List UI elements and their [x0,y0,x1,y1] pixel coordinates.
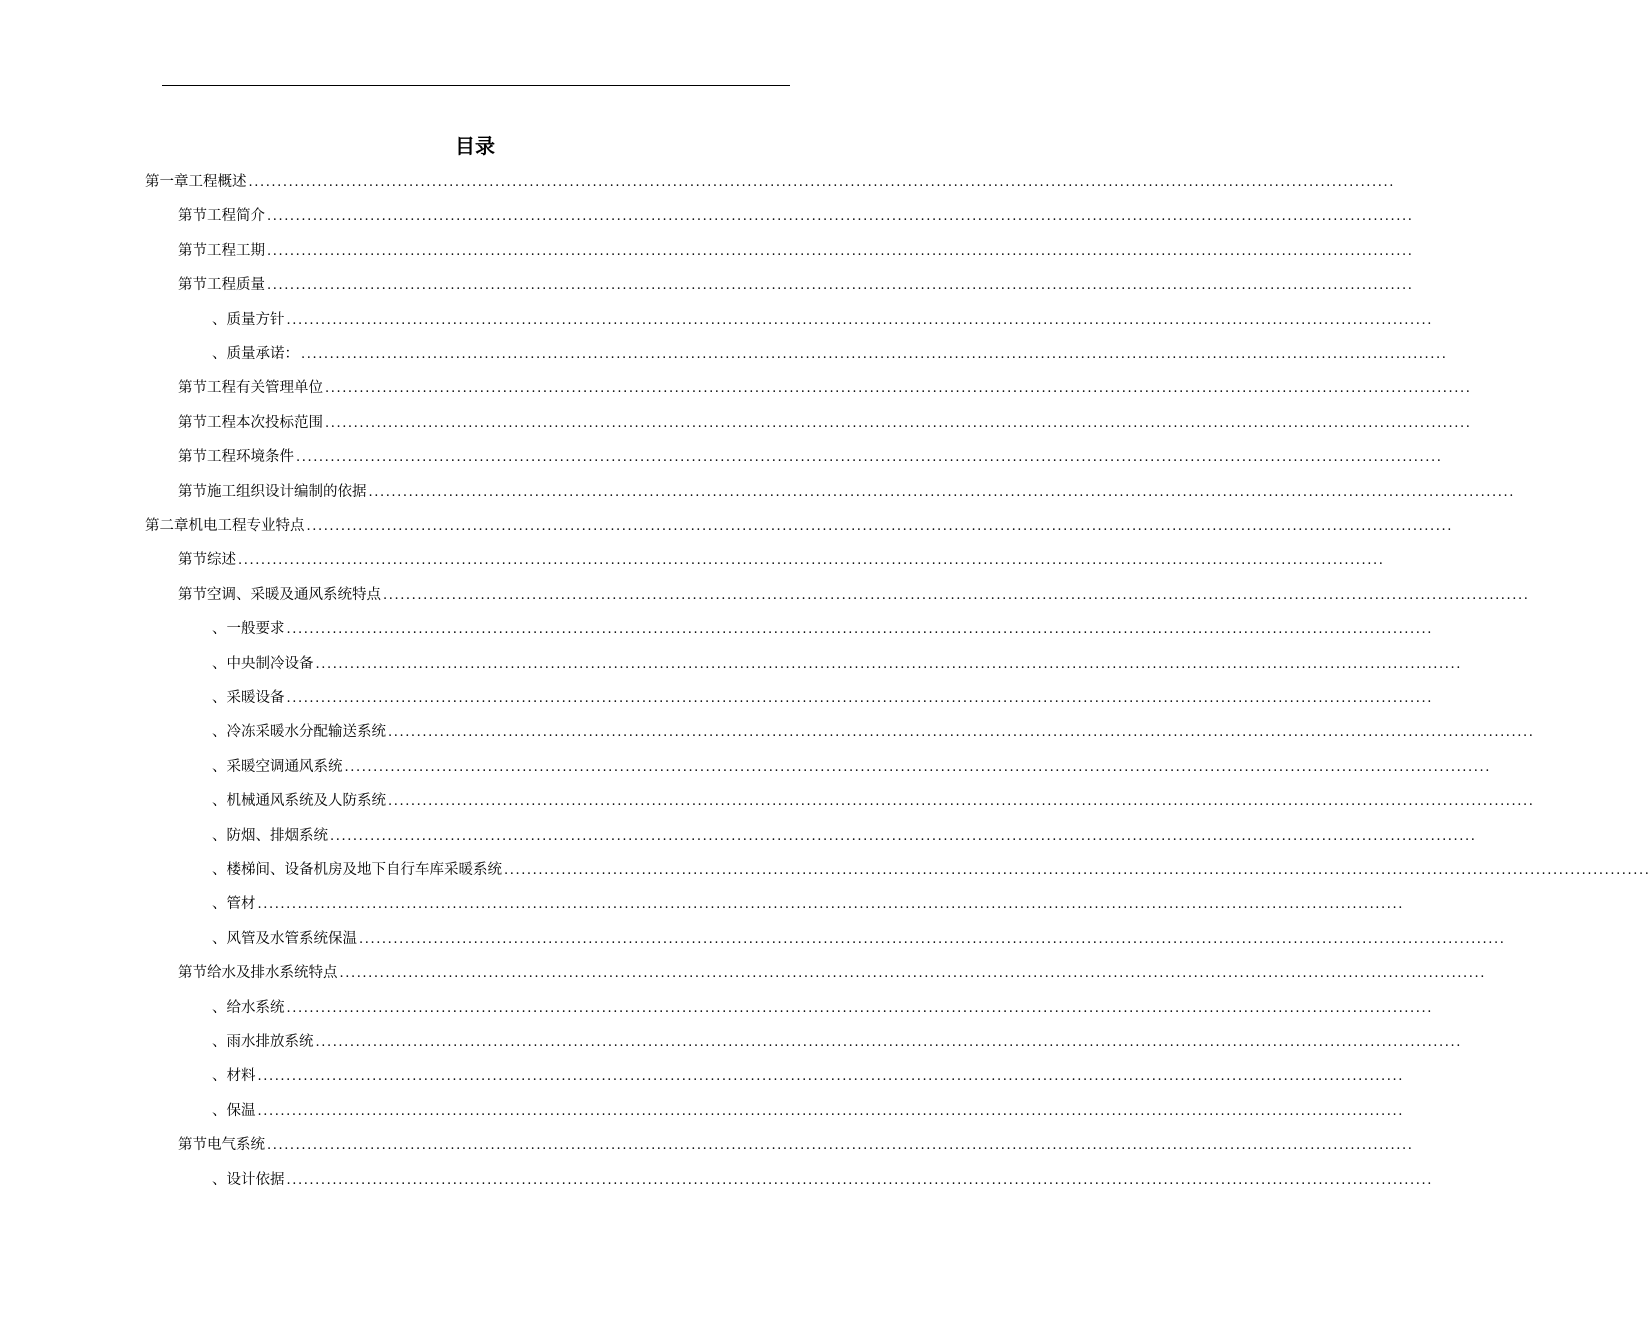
dot-leader: ........................................................................................................................................................................................................ [267,243,1414,259]
dot-leader: ........................................................................................................................................................................................................ [388,725,1535,741]
dot-leader: ........................................................................................................................................................................................................ [504,863,1650,878]
toc-entry[interactable] [212,929,1506,950]
toc-entry-label: 管材 [226,896,256,913]
dot-leader: ........................................................................................................................................................................................................ [296,450,1443,466]
toc-entry-prefix: 、 [212,827,227,844]
dot-leader: ........................................................................................................................................................................................................ [238,553,1385,569]
toc-entry[interactable] [212,826,1477,847]
toc-entry[interactable] [212,757,1491,778]
toc-entry-label: 工程本次投标范围 [207,414,323,431]
toc-entry[interactable] [212,1101,1404,1122]
toc-entry[interactable] [178,275,1414,296]
toc-entry-label: 一般要求 [226,621,285,638]
dot-leader: ........................................................................................................................................................................................................ [248,175,1395,190]
toc-entry[interactable] [145,172,1395,193]
dot-leader: ........................................................................................................................................................................................................ [267,1138,1414,1154]
dot-leader: ........................................................................................................................................................................................................ [339,966,1486,982]
toc-entry[interactable] [178,482,1515,503]
toc-entry-prefix: 、 [212,311,227,328]
toc-entry-prefix: 第节 [178,586,207,603]
dot-leader: ........................................................................................................................................................................................................ [286,312,1433,328]
toc-entry[interactable] [145,516,1453,537]
dot-leader: ........................................................................................................................................................................................................ [286,691,1433,706]
toc-entry-label: 给水系统 [226,999,285,1016]
dot-leader: ........................................................................................................................................................................................................ [257,1103,1404,1119]
toc-entry-prefix: 、 [212,621,227,638]
toc-entry-prefix: 第节 [178,483,207,500]
toc-entry[interactable] [212,344,1448,365]
toc-entry-prefix: 第节 [178,414,207,431]
toc-entry[interactable] [212,688,1433,709]
toc-entry[interactable] [178,206,1414,227]
dot-leader: ........................................................................................................................................................................................................ [257,897,1404,913]
toc-entry-label: 工程环境条件 [207,449,294,466]
toc-entry-prefix: 、 [212,346,227,362]
toc-entry-prefix: 第节 [178,242,207,259]
toc-entry-label: 采暖设备 [226,690,285,706]
dot-leader: ........................................................................................................................................................................................................ [344,759,1491,775]
toc-entry-prefix: 、 [212,1034,227,1050]
toc-entry-label: 工程概述 [188,174,247,190]
toc-entry-label: 风管及水管系统保温 [226,930,357,947]
dot-leader: ........................................................................................................................................................................................................ [267,209,1414,225]
dot-leader: ........................................................................................................................................................................................................ [315,1035,1462,1050]
toc-entry[interactable] [212,1170,1433,1191]
dot-leader: ........................................................................................................................................................................................................ [257,1069,1404,1085]
toc-entry-label: 设计依据 [226,1171,285,1188]
toc-entry[interactable] [212,619,1433,640]
toc-entry-prefix: 、 [212,1171,227,1188]
toc-entry-label: 电气系统 [207,1137,265,1154]
toc-entry-prefix: 、 [212,1068,227,1085]
dot-leader: ........................................................................................................................................................................................................ [286,1172,1433,1188]
toc-entry-prefix: 第节 [178,449,207,466]
toc-entry-label: 机械通风系统及人防系统 [226,793,386,810]
toc-entry[interactable] [178,550,1385,571]
toc-entry-label: 雨水排放系统 [226,1034,314,1050]
toc-entry-label: 材料 [226,1068,256,1085]
toc-entry[interactable] [178,241,1414,262]
header-rule [162,85,790,86]
toc-entry[interactable] [212,791,1535,812]
dot-leader: ........................................................................................................................................................................................................ [330,828,1477,844]
toc-entry-prefix: 第二章 [145,518,189,534]
toc-entry-label: 工程有关管理单位 [207,380,323,397]
toc-entry[interactable] [178,413,1472,434]
dot-leader: ........................................................................................................................................................................................................ [286,1000,1433,1016]
toc-entry[interactable] [212,860,1650,881]
toc-entry[interactable] [212,1032,1462,1053]
page-title: 目录 [455,134,495,158]
toc-entry-label: 空调、采暖及通风系统特点 [207,586,381,603]
toc-entry[interactable] [212,722,1535,743]
dot-leader: ........................................................................................................................................................................................................ [315,656,1462,672]
dot-leader: ........................................................................................................................................................................................................ [368,484,1515,500]
toc-entry-label: 给水及排水系统特点 [207,965,338,982]
toc-entry-label: 工程质量 [207,277,265,294]
toc-entry-label: 采暖空调通风系统 [226,758,343,775]
toc-entry-label: 楼梯间、设备机房及地下自行车库采暖系统 [226,862,502,878]
toc-entry[interactable] [178,447,1443,468]
toc-entry-prefix: 、 [212,655,227,672]
toc-entry-label: 综述 [207,552,236,569]
dot-leader: ........................................................................................................................................................................................................ [286,622,1433,638]
dot-leader: ........................................................................................................................................................................................................ [388,794,1535,810]
dot-leader: ........................................................................................................................................................................................................ [383,587,1530,603]
toc-entry[interactable] [178,585,1530,606]
toc-entry[interactable] [212,1066,1404,1087]
toc-entry[interactable] [212,894,1404,915]
toc-entry[interactable] [178,1135,1414,1156]
toc-entry-prefix: 、 [212,690,227,706]
toc-entry-prefix: 第一章 [145,174,189,190]
toc-entry-prefix: 、 [212,862,227,878]
toc-entry-label: 冷冻采暖水分配输送系统 [226,724,386,741]
dot-leader: ........................................................................................................................................................................................................ [301,347,1448,362]
toc-entry-prefix: 、 [212,999,227,1016]
toc-entry-label: 中央制冷设备 [226,655,314,672]
dot-leader: ........................................................................................................................................................................................................ [325,381,1472,397]
dot-leader: ........................................................................................................................................................................................................ [359,931,1506,947]
toc-entry-label: 工程工期 [207,242,265,259]
toc-entry-prefix: 第节 [178,277,207,294]
toc-entry-prefix: 第节 [178,208,207,225]
dot-leader: ........................................................................................................................................................................................................ [306,519,1453,534]
dot-leader: ........................................................................................................................................................................................................ [325,415,1472,431]
toc-entry[interactable] [178,378,1472,399]
toc-entry[interactable] [212,310,1433,331]
toc-entry-label: 机电工程专业特点 [188,518,305,534]
toc-entry[interactable] [212,654,1462,675]
toc-entry-prefix: 、 [212,896,227,913]
toc-entry-prefix: 第节 [178,965,207,982]
toc-entry-prefix: 、 [212,793,227,810]
toc-entry-label: 施工组织设计编制的依据 [207,483,367,500]
toc-entry[interactable] [212,998,1433,1019]
toc-entry-prefix: 第节 [178,380,207,397]
toc-entry-prefix: 第节 [178,552,207,569]
toc-entry[interactable] [178,963,1486,984]
toc-entry-prefix: 第节 [178,1137,207,1154]
toc-entry-prefix: 、 [212,758,227,775]
dot-leader: ........................................................................................................................................................................................................ [267,278,1414,294]
toc-entry-prefix: 、 [212,724,227,741]
toc-entry-label: 防烟、排烟系统 [226,827,328,844]
toc-entry-label: 保温 [226,1102,256,1119]
toc-entry-label: 质量方针 [226,311,285,328]
toc-entry-prefix: 、 [212,930,227,947]
toc-entry-label: 工程简介 [207,208,265,225]
toc-entry-prefix: 、 [212,1102,227,1119]
toc-entry-label: 质量承诺： [226,346,299,362]
